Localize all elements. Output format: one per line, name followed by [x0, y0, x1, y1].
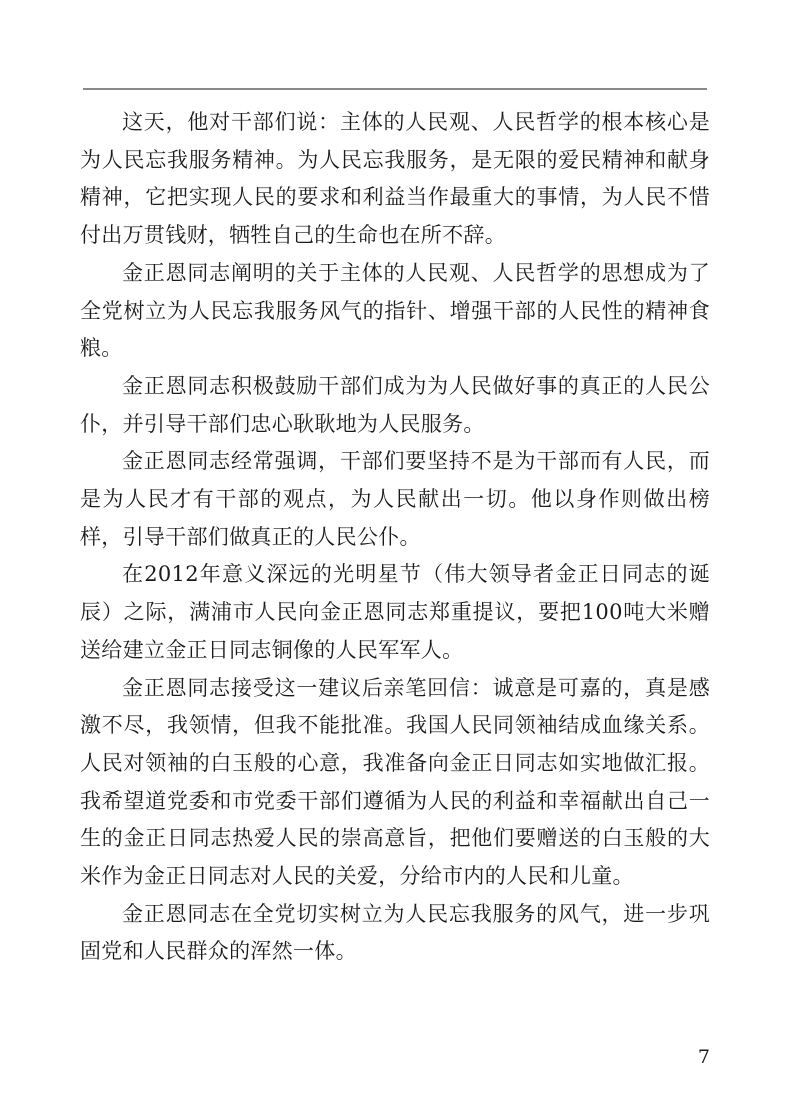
header-rule: [83, 88, 707, 90]
paragraph: 金正恩同志在全党切实树立为人民忘我服务的风气，进一步巩固党和人民群众的浑然一体。: [80, 901, 710, 964]
page-number: 7: [697, 1046, 710, 1068]
paragraph: 金正恩同志经常强调，干部们要坚持不是为干部而有人民，而是为人民才有干部的观点，为人民献出一切。他以身作则做出榜样，引导干部们做真正的人民公仆。: [80, 449, 710, 549]
paragraph: 金正恩同志阐明的关于主体的人民观、人民哲学的思想成为了全党树立为人民忘我服务风气的指针、增强干部的人民性的精神食粮。: [80, 260, 710, 361]
body-text: [80, 104, 710, 971]
paragraph: 这天，他对干部们说：主体的人民观、人民哲学的根本核心是为人民忘我服务精神。为人民忘我服务，是无限的爱民精神和献身精神，它把实现人民的要求和利益当作最重大的事情，为人民不惜付出万贯钱财，牺牲自己的生命也在所不辞。: [80, 110, 710, 248]
paragraph: 金正恩同志接受这一建议后亲笔回信：诚意是可嘉的，真是感激不尽，我领情，但我不能批准。我国人民同领袖结成血缘关系。人民对领袖的白玉般的心意，我准备向金正日同志如实地做汇报。我希望道党委和市党委干部们遵循为人民的利益和幸福献出自己一生的金正日同志热爱人民的崇高意旨，把他们要赠送的白玉般的大米作为金正日同志对人民的关爱，分给市内的人民和儿童。: [80, 675, 710, 889]
paragraph: 在2012年意义深远的光明星节（伟大领导者金正日同志的诞辰）之际，满浦市人民向金正恩同志郑重提议，要把100吨大米赠送给建立金正日同志铜像的人民军军人。: [80, 562, 710, 662]
paragraph: 金正恩同志积极鼓励干部们成为为人民做好事的真正的人民公仆，并引导干部们忠心耿耿地为人民服务。: [80, 373, 710, 436]
